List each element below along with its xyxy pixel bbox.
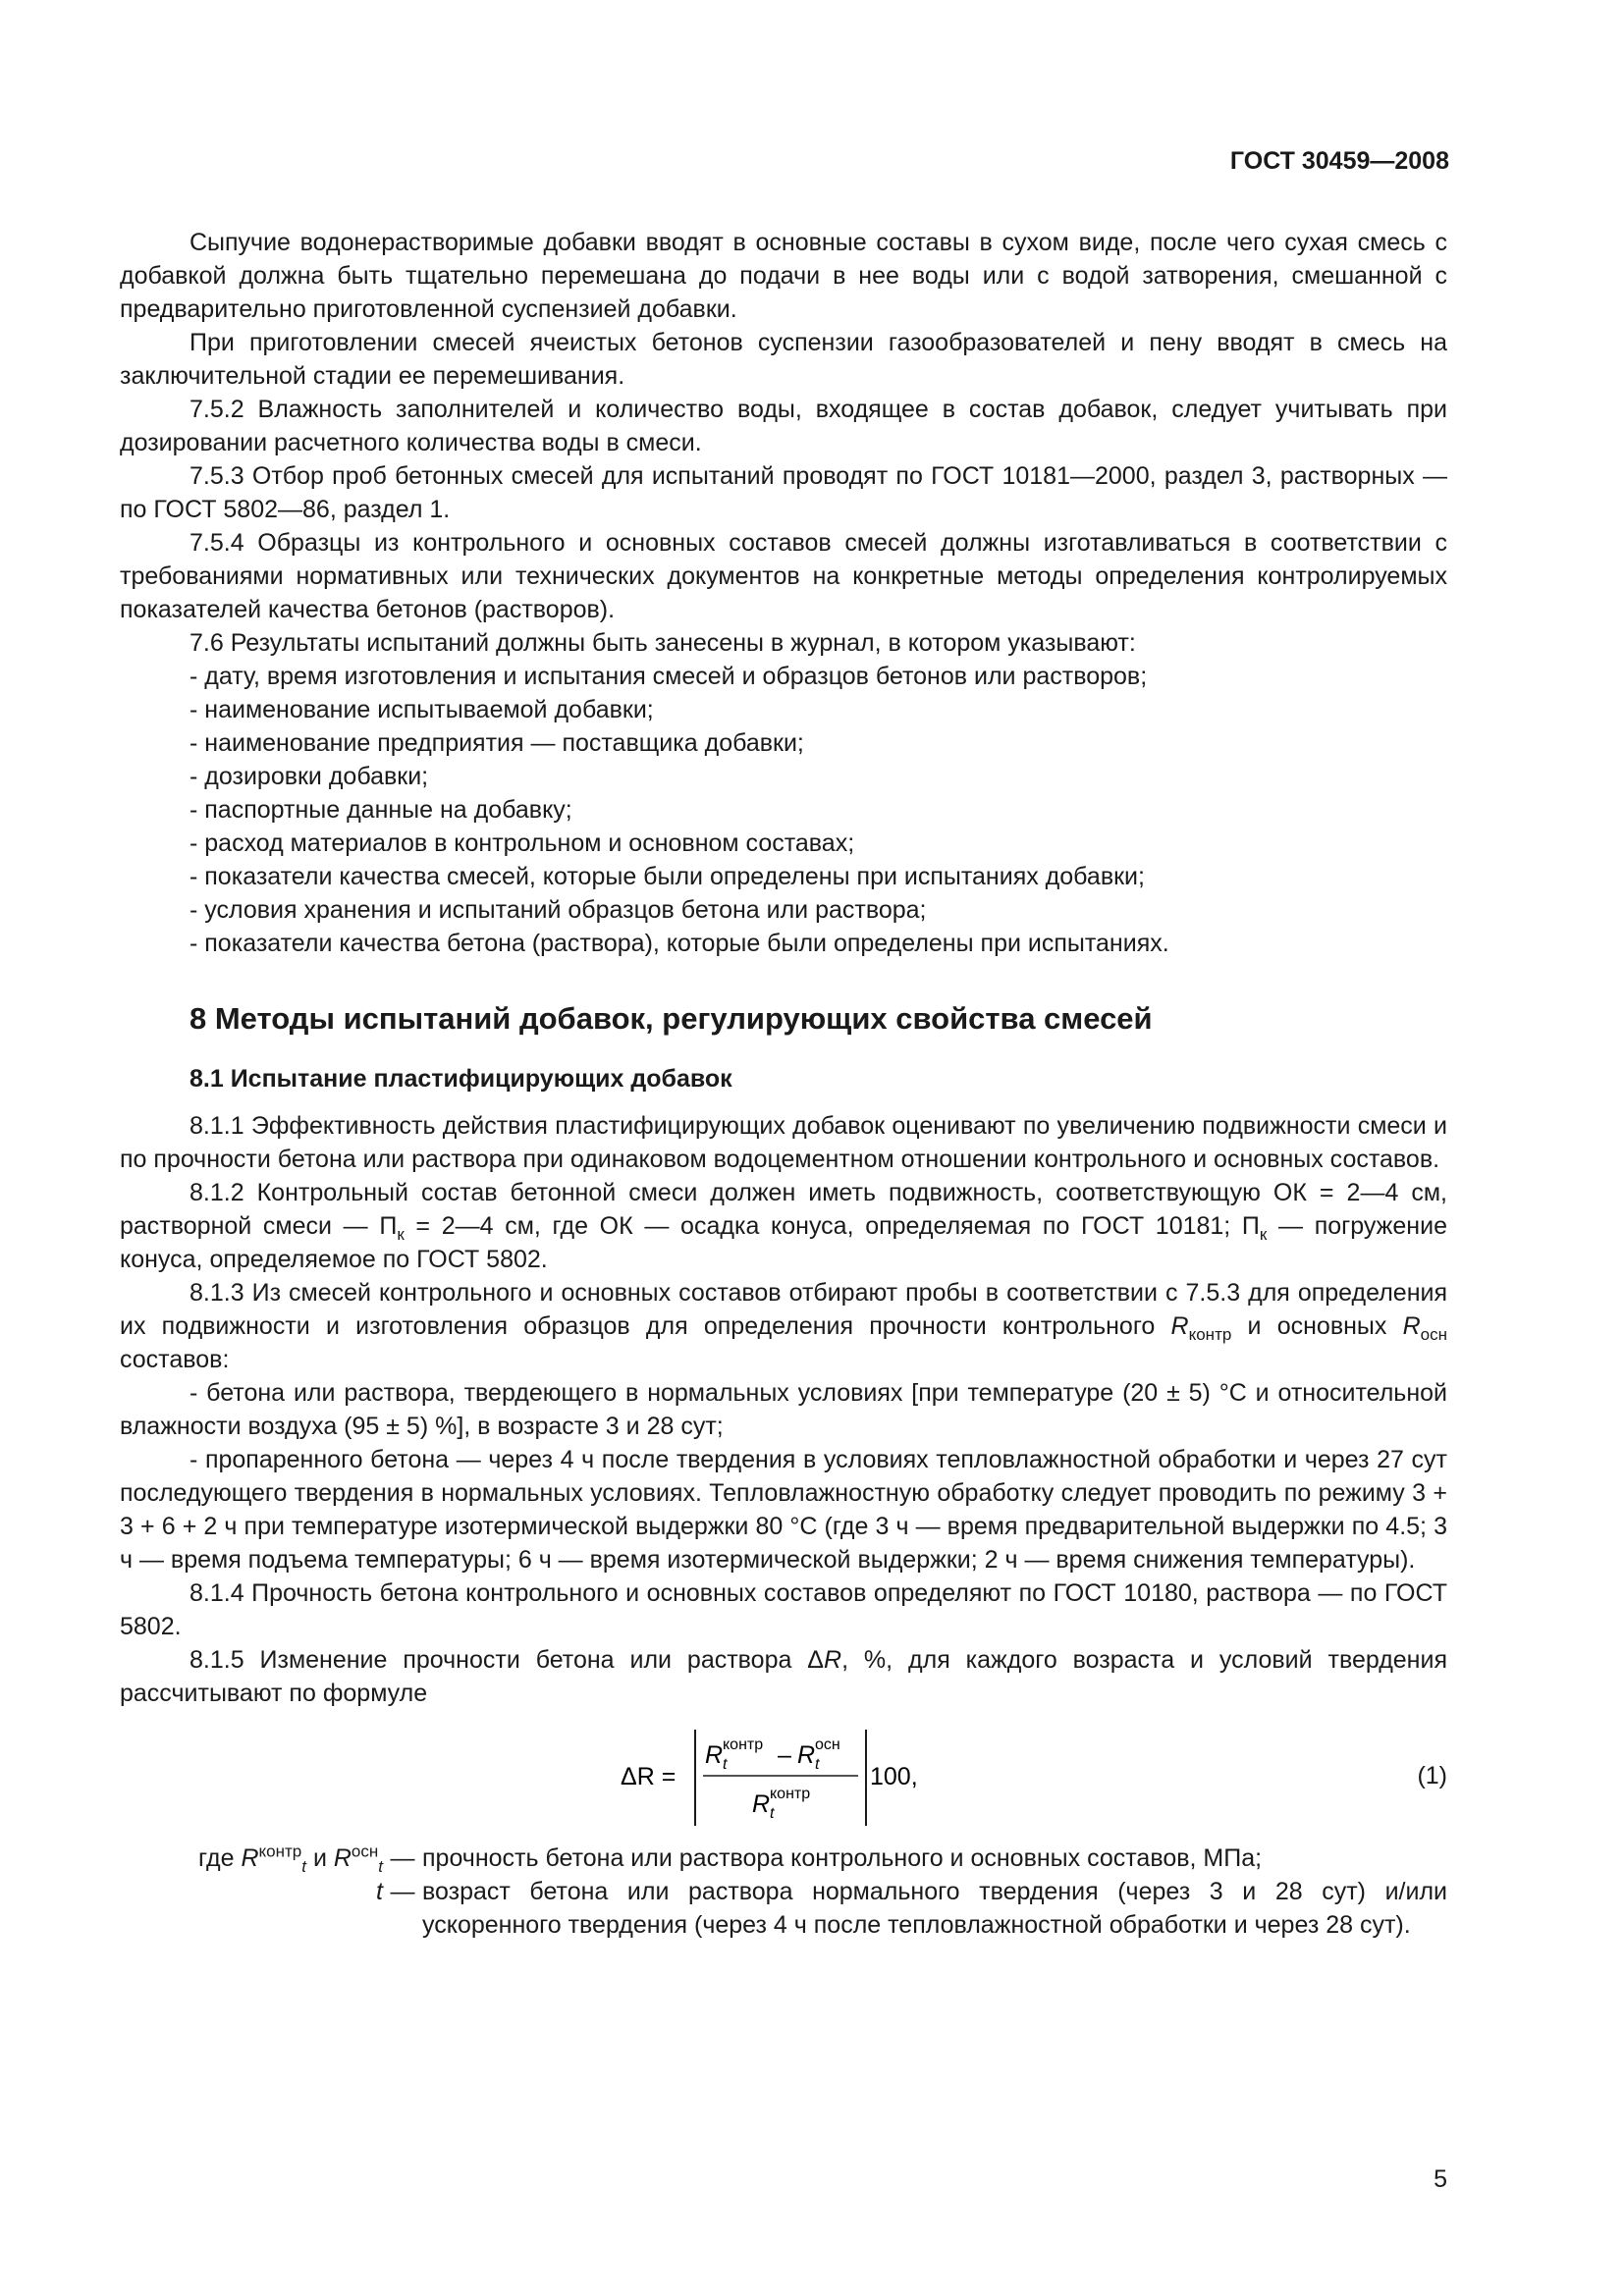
list-item: - дату, время изготовления и испытания смесей и образцов бетонов или растворов;	[189, 663, 1148, 690]
den-r: R	[752, 1790, 771, 1818]
den-sup: контр	[770, 1786, 811, 1802]
paragraph-8-1-3: 8.1.3 Из смесей контрольного и основных составов отбирают пробы в соответствии с 7.5.3 для определения их подвижности и изготовления образцов для определения прочности контрольного $R_{контр}$ и основных $R_{осн}$ составов:	[120, 1279, 1447, 1373]
num-left-r: R	[705, 1741, 724, 1769]
journal-fields-list	[120, 660, 1447, 960]
list-item: - наименование предприятия — поставщика добавки;	[189, 729, 804, 757]
paragraph: При приготовлении смесей ячеистых бетонов суспензии газообразователей и пену вводят в смесь на заключительной стадии ее перемешивания.	[120, 329, 1447, 390]
paragraph-7-5-3: 7.5.3 Отбор проб бетонных смесей для испытаний проводят по ГОСТ 10181—2000, раздел 3, растворных — по ГОСТ 5802—86, раздел 1.	[120, 462, 1447, 523]
legend-dash: —	[390, 1878, 415, 1905]
subsection-8-1-heading: 8.1 Испытание пластифицирующих добавок	[189, 1065, 732, 1093]
paragraph-8-1-2: 8.1.2 Контрольный состав бетонной смеси должен иметь подвижность, соответствующую ОК = 2—4 см, растворной смеси — $П_к$ = 2—4 см, где ОК — осадка конуса, определяемая по ГОСТ 10181; $П_к$ — погружение конуса, определяемое по ГОСТ 5802.	[120, 1179, 1447, 1273]
page-number: 5	[1434, 2165, 1447, 2193]
paragraph-7-5-4: 7.5.4 Образцы из контрольного и основных составов смесей должны изготавливаться в соответствии с требованиями нормативных или технических документов на конкретные методы определения контролируемых показателей качества бетонов (растворов).	[120, 529, 1447, 623]
legend-dash: —	[390, 1844, 415, 1872]
den-sub: t	[770, 1805, 775, 1822]
legend-definition: прочность бетона или раствора контрольного и основных составов, МПа;	[422, 1844, 1263, 1872]
minus-sign: –	[778, 1741, 791, 1769]
legend-row	[120, 1842, 1447, 1875]
num-right-r: R	[797, 1741, 816, 1769]
list-item: - дозировки добавки;	[189, 763, 429, 790]
document-body	[120, 226, 1447, 1942]
formula-number: (1)	[1417, 1762, 1447, 1789]
paragraph-8-1-1: 8.1.1 Эффективность действия пластифицирующих добавок оценивают по увеличению подвижности смеси и по прочности бетона или раствора при одинаковом водоцементном отношении контрольного и основных составов.	[120, 1112, 1447, 1173]
paragraph-normal-hardening: - бетона или раствора, твердеющего в нормальных условиях [при температуре (20 ± 5) °С и относительной влажности воздуха (95 ± 5) %], в возрасте 3 и 28 сут;	[120, 1379, 1447, 1440]
paragraph-8-1-4: 8.1.4 Прочность бетона контрольного и основных составов определяют по ГОСТ 10180, раствора — по ГОСТ 5802.	[120, 1579, 1447, 1640]
paragraph-7-6: 7.6 Результаты испытаний должны быть занесены в журнал, в котором указывают:	[189, 629, 1136, 657]
legend-definition: возраст бетона или раствора нормального твердения (через 3 и 28 сут) и/или ускоренного твердения (через 4 ч после тепловлажностной обработки и через 28 сут).	[422, 1878, 1447, 1939]
paragraph-steamed-concrete: - пропаренного бетона — через 4 ч после твердения в условиях тепловлажностной обработки и через 27 сут последующего твердения в нормальных условиях. Тепловлажностную обработку следует проводить по режиму 3 + 3 + 6 + 2 ч при температуре изотермической выдержки 80 °С (где 3 ч — время предварительной выдержки по 4.5; 3 ч — время подъема температуры; 6 ч — время изотермической выдержки; 2 ч — время снижения температуры).	[120, 1446, 1447, 1574]
paragraph-7-5-2: 7.5.2 Влажность заполнителей и количество воды, входящее в состав добавок, следует учитывать при дозировании расчетного количества воды в смеси.	[120, 396, 1447, 456]
section-8-heading: 8 Методы испытаний добавок, регулирующих свойства смесей	[189, 1001, 1153, 1036]
list-item: - наименование испытываемой добавки;	[189, 696, 654, 723]
paragraph-8-1-5: 8.1.5 Изменение прочности бетона или раствора ΔR, %, для каждого возраста и условий твердения рассчитывают по формуле	[120, 1646, 1447, 1707]
paragraph: Сыпучие водонерастворимые добавки вводят в основные составы в сухом виде, после чего сухая смесь с добавкой должна быть тщательно перемешана до подачи в нее воды или с водой затворения, смешанной с предварительно приготовленной суспензией добавки.	[120, 229, 1447, 323]
num-right-sub: t	[815, 1756, 820, 1773]
formula-1	[120, 1724, 1447, 1832]
legend-term-t: t	[376, 1878, 383, 1905]
num-left-sub: t	[723, 1756, 728, 1773]
formula-lhs: ΔR =	[621, 1763, 677, 1790]
formula-legend	[120, 1842, 1447, 1942]
list-item: - показатели качества смесей, которые были определены при испытаниях добавки;	[189, 863, 1145, 890]
legend-term-r: где $R^{контр}_t$ и $R^{осн}_t$	[198, 1842, 383, 1876]
num-right-sup: осн	[815, 1736, 840, 1753]
list-item: - паспортные данные на добавку;	[189, 796, 572, 824]
document-id-header: ГОСТ 30459—2008	[1229, 147, 1449, 175]
list-item: - расход материалов в контрольном и основном составах;	[189, 829, 855, 857]
formula-factor: 100,	[870, 1763, 918, 1790]
num-left-sup: контр	[723, 1736, 764, 1753]
list-item: - показатели качества бетона (раствора), которые были определены при испытаниях.	[189, 930, 1169, 957]
legend-row	[120, 1875, 1447, 1942]
list-item: - условия хранения и испытаний образцов бетона или раствора;	[189, 896, 927, 924]
strength-change-formula	[621, 1724, 1072, 1832]
